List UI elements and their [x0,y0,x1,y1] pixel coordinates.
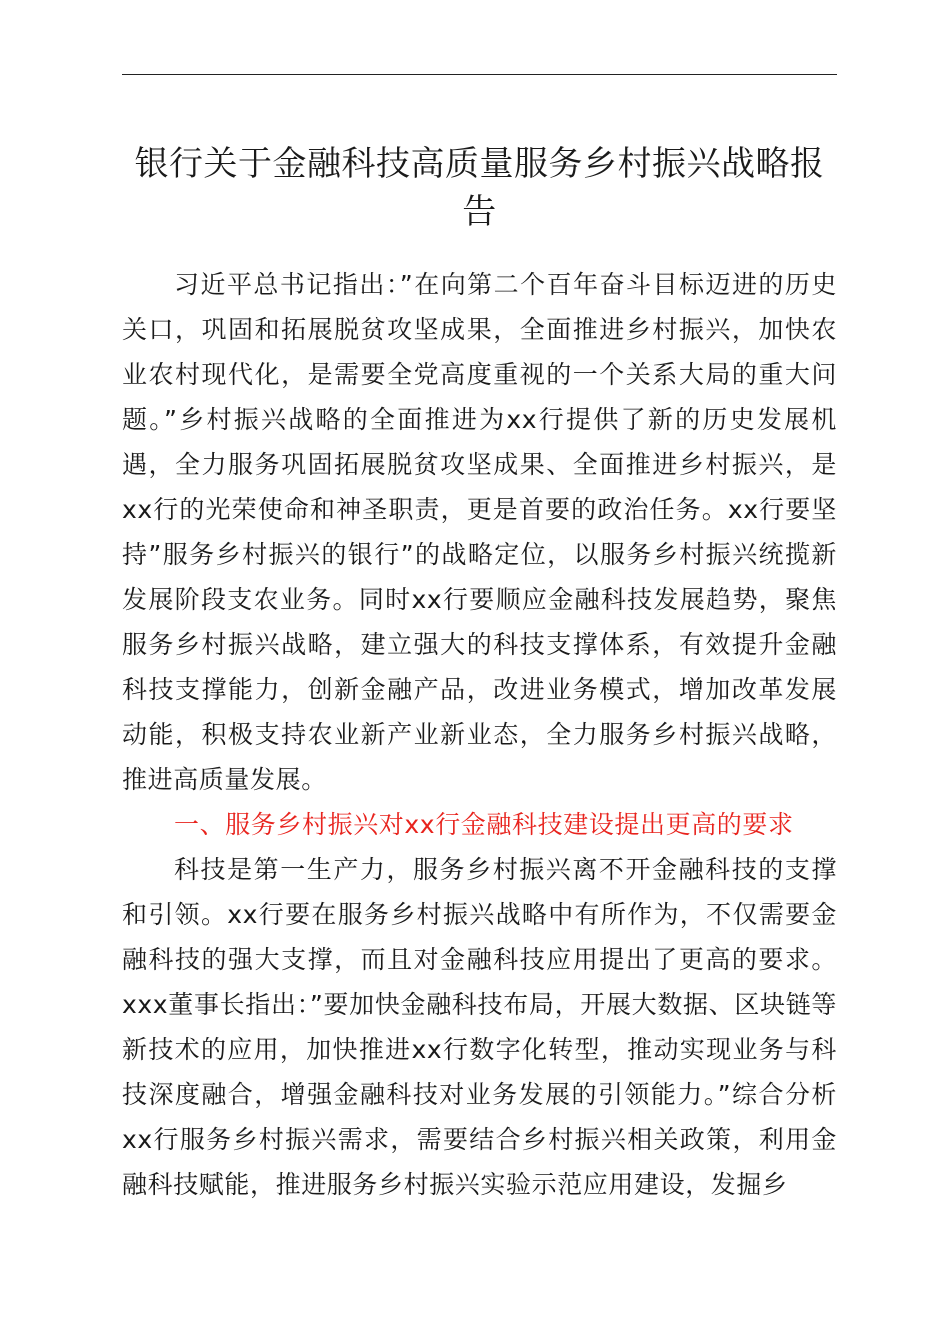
section-heading: 一、服务乡村振兴对xx行金融科技建设提出更高的要求 [174,810,794,839]
document-title: 银行关于金融科技高质量服务乡村振兴战略报告 [134,144,825,232]
document-body [122,262,837,1207]
section-paragraph: 科技是第一生产力，服务乡村振兴离不开金融科技的支撑和引领。xx行要在服务乡村振兴战略中有所作为，不仅需要金融科技的强大支撑，而且对金融科技应用提出了更高的要求。xxx董事长指出：”要加快金融科技布局，开展大数据、区块链等新技术的应用，加快推进xx行数字化转型，推动实现业务与科技深度融合，增强金融科技对业务发展的引领能力。”综合分析xx行服务乡村振兴需求，需要结合乡村振兴相关政策，利用金融科技赋能，推进服务乡村振兴实验示范应用建设，发掘乡 [122,855,837,1199]
header-rule [122,74,837,75]
intro-paragraph: 习近平总书记指出：”在向第二个百年奋斗目标迈进的历史关口，巩固和拓展脱贫攻坚成果，全面推进乡村振兴，加快农业农村现代化，是需要全党高度重视的一个关系大局的重大问题。”乡村振兴战略的全面推进为xx行提供了新的历史发展机遇，全力服务巩固拓展脱贫攻坚成果、全面推进乡村振兴，是xx行的光荣使命和神圣职责，更是首要的政治任务。xx行要坚持”服务乡村振兴的银行”的战略定位，以服务乡村振兴统揽新发展阶段支农业务。同时xx行要顺应金融科技发展趋势，聚焦服务乡村振兴战略，建立强大的科技支撑体系，有效提升金融科技支撑能力，创新金融产品，改进业务模式，增加改革发展动能，积极支持农业新产业新业态，全力服务乡村振兴战略，推进高质量发展。 [122,270,837,794]
